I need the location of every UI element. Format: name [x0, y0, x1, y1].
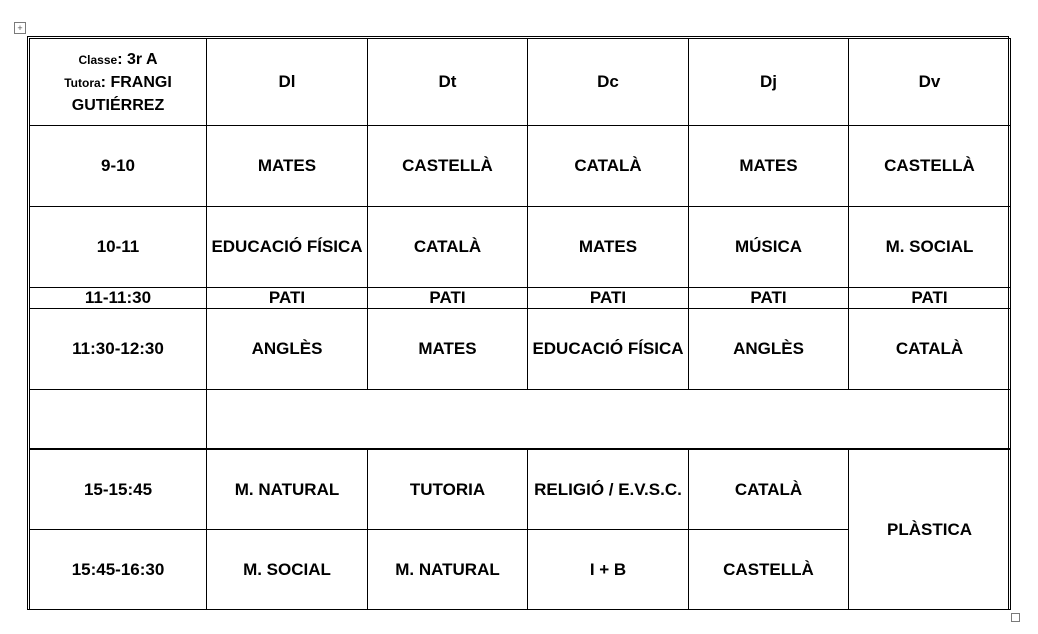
subject-cell[interactable]: M. NATURAL [368, 530, 528, 610]
break-row [30, 288, 1011, 309]
subject-cell-friday[interactable]: PLÀSTICA [849, 450, 1011, 610]
subject-cell[interactable]: PATI [689, 288, 849, 309]
schedule-row [30, 126, 1011, 207]
empty-time-cell[interactable] [30, 390, 207, 449]
subject-cell[interactable]: EDUCACIÓ FÍSICA [207, 207, 368, 288]
subject-cell[interactable]: MATES [528, 207, 689, 288]
class-info-cell[interactable]: Classe: 3r A Tutora: FRANGI GUTIÉRREZ [30, 39, 207, 126]
subject-cell[interactable]: TUTORIA [368, 450, 528, 530]
time-cell[interactable]: 10-11 [30, 207, 207, 288]
table-resize-handle-icon[interactable] [1011, 613, 1020, 622]
tutor-label: Tutora [64, 76, 101, 90]
subject-cell[interactable]: MATES [207, 126, 368, 207]
subject-cell[interactable]: PATI [849, 288, 1011, 309]
schedule-table-afternoon [29, 449, 1011, 610]
header-row [30, 39, 1011, 126]
subject-cell[interactable]: CATALÀ [689, 450, 849, 530]
time-cell[interactable]: 11:30-12:30 [30, 309, 207, 390]
subject-cell[interactable]: CATALÀ [368, 207, 528, 288]
day-header[interactable]: Dl [207, 39, 368, 126]
subject-cell[interactable]: M. SOCIAL [849, 207, 1011, 288]
day-header[interactable]: Dv [849, 39, 1011, 126]
subject-cell[interactable]: PATI [368, 288, 528, 309]
empty-merged-cell[interactable] [207, 390, 1011, 449]
subject-cell[interactable]: CASTELLÀ [849, 126, 1011, 207]
day-header[interactable]: Dt [368, 39, 528, 126]
lunch-row [30, 390, 1011, 449]
subject-cell[interactable]: CASTELLÀ [368, 126, 528, 207]
tutor-value: FRANGI GUTIÉRREZ [71, 74, 172, 114]
schedule-row [30, 207, 1011, 288]
subject-cell[interactable]: CASTELLÀ [689, 530, 849, 610]
subject-cell[interactable]: PATI [207, 288, 368, 309]
subject-cell[interactable]: MATES [689, 126, 849, 207]
subject-cell[interactable]: CATALÀ [849, 309, 1011, 390]
class-value: 3r A [126, 51, 158, 68]
subject-cell[interactable]: EDUCACIÓ FÍSICA [528, 309, 689, 390]
time-cell[interactable]: 9-10 [30, 126, 207, 207]
time-cell[interactable]: 15-15:45 [30, 450, 207, 530]
subject-cell[interactable]: M. NATURAL [207, 450, 368, 530]
day-header[interactable]: Dc [528, 39, 689, 126]
subject-cell[interactable]: CATALÀ [528, 126, 689, 207]
table-move-handle-icon[interactable]: + [14, 22, 26, 34]
schedule-table-morning [29, 38, 1011, 449]
subject-cell[interactable]: PATI [528, 288, 689, 309]
schedule-row [30, 450, 1011, 530]
subject-cell[interactable]: MÚSICA [689, 207, 849, 288]
schedule-row [30, 309, 1011, 390]
subject-cell[interactable]: I + B [528, 530, 689, 610]
subject-cell[interactable]: MATES [368, 309, 528, 390]
subject-cell[interactable]: ANGLÈS [689, 309, 849, 390]
subject-cell[interactable]: M. SOCIAL [207, 530, 368, 610]
time-cell[interactable]: 15:45-16:30 [30, 530, 207, 610]
subject-cell[interactable]: RELIGIÓ / E.V.S.C. [528, 450, 689, 530]
subject-cell[interactable]: ANGLÈS [207, 309, 368, 390]
class-label: Classe [78, 53, 118, 67]
time-cell[interactable]: 11-11:30 [30, 288, 207, 309]
day-header[interactable]: Dj [689, 39, 849, 126]
